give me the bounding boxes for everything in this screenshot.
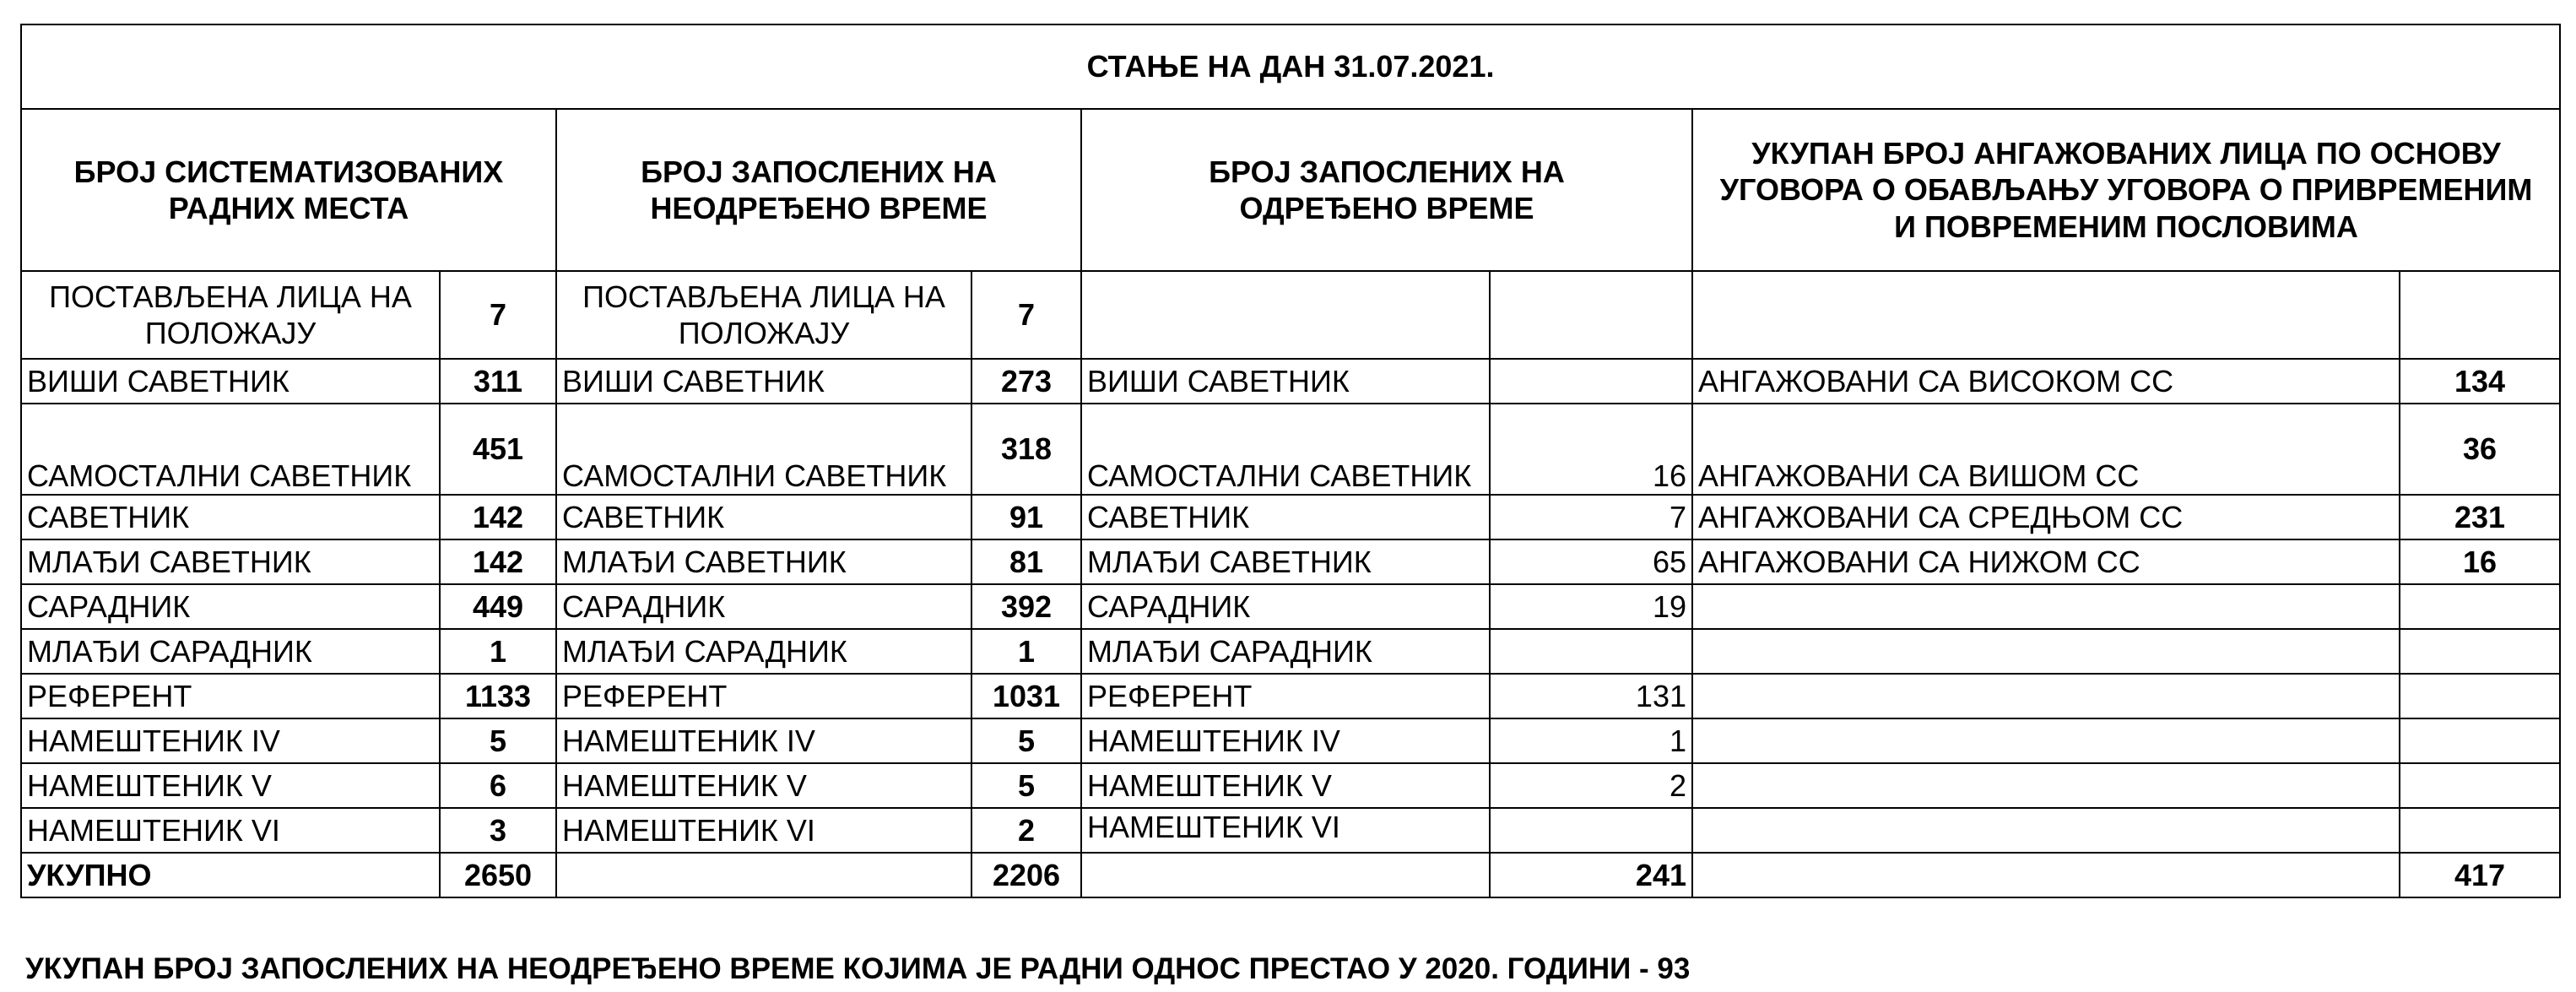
row-label: АНГАЖОВАНИ СА НИЖОМ СС <box>1692 539 2400 584</box>
row-label: НАМЕШТЕНИК V <box>1081 763 1490 808</box>
row-value: 2 <box>1490 763 1692 808</box>
table-row <box>21 718 2560 763</box>
row-value: 19 <box>1490 584 1692 629</box>
row-value: 273 <box>971 359 1081 404</box>
row-value <box>2400 674 2560 718</box>
table-row <box>21 763 2560 808</box>
row-label: НАМЕШТЕНИК VI <box>556 808 971 853</box>
table-row <box>21 539 2560 584</box>
row-label: САВЕТНИК <box>1081 495 1490 539</box>
row-label <box>1692 674 2400 718</box>
row-label <box>1692 584 2400 629</box>
subheader-label-1: ПОСТАВЉЕНА ЛИЦА НА ПОЛОЖАЈУ <box>21 271 440 359</box>
total-row <box>21 853 2560 897</box>
total-empty-cell <box>1692 853 2400 897</box>
table-title: СТАЊЕ НА ДАН 31.07.2021. <box>21 24 2560 109</box>
subheader-value-1: 7 <box>440 271 556 359</box>
table-row <box>21 404 2560 495</box>
row-label: ВИШИ САВЕТНИК <box>21 359 440 404</box>
row-label: МЛАЂИ САВЕТНИК <box>556 539 971 584</box>
row-label <box>1692 629 2400 674</box>
header-fixed-term-employees: БРОЈ ЗАПОСЛЕНИХ НА ОДРЕЂЕНО ВРЕМЕ <box>1081 109 1692 271</box>
total-empty-cell <box>1081 853 1490 897</box>
table-row <box>21 495 2560 539</box>
table-row <box>21 359 2560 404</box>
row-label: САМОСТАЛНИ САВЕТНИК <box>1081 404 1490 495</box>
row-value: 36 <box>2400 404 2560 495</box>
total-empty-cell <box>556 853 971 897</box>
total-value-permanent: 2206 <box>971 853 1081 897</box>
row-label: МЛАЂИ САВЕТНИК <box>21 539 440 584</box>
row-value <box>2400 629 2560 674</box>
row-label: НАМЕШТЕНИК IV <box>556 718 971 763</box>
table-row <box>21 808 2560 853</box>
subheader-label-2: ПОСТАВЉЕНА ЛИЦА НА ПОЛОЖАЈУ <box>556 271 971 359</box>
row-label: САВЕТНИК <box>21 495 440 539</box>
row-label: САВЕТНИК <box>556 495 971 539</box>
row-label: АНГАЖОВАНИ СА СРЕДЊОМ СС <box>1692 495 2400 539</box>
row-value: 5 <box>971 763 1081 808</box>
row-value <box>2400 808 2560 853</box>
row-value: 1 <box>1490 718 1692 763</box>
row-value: 1133 <box>440 674 556 718</box>
row-value: 134 <box>2400 359 2560 404</box>
row-label: РЕФЕРЕНТ <box>1081 674 1490 718</box>
row-value: 1 <box>971 629 1081 674</box>
row-label: МЛАЂИ САРАДНИК <box>556 629 971 674</box>
row-value: 311 <box>440 359 556 404</box>
total-value-fixed-term: 241 <box>1490 853 1692 897</box>
row-label <box>1692 718 2400 763</box>
row-value <box>1490 629 1692 674</box>
subheader-value-3 <box>1490 271 1692 359</box>
row-value: 231 <box>2400 495 2560 539</box>
row-label <box>1692 763 2400 808</box>
row-value: 81 <box>971 539 1081 584</box>
row-label: НАМЕШТЕНИК V <box>556 763 971 808</box>
row-value: 6 <box>440 763 556 808</box>
row-value: 16 <box>2400 539 2560 584</box>
row-value: 1031 <box>971 674 1081 718</box>
table-row <box>21 584 2560 629</box>
row-label: САРАДНИК <box>21 584 440 629</box>
row-label: МЛАЂИ САРАДНИК <box>1081 629 1490 674</box>
row-value: 5 <box>440 718 556 763</box>
row-value: 449 <box>440 584 556 629</box>
row-value <box>1490 359 1692 404</box>
footnote: УКУПАН БРОЈ ЗАПОСЛЕНИХ НА НЕОДРЕЂЕНО ВРЕМЕ КОЈИМА ЈЕ РАДНИ ОДНОС ПРЕСТАО У 2020. ГОДИНИ - 93 <box>25 952 1691 985</box>
row-label: МЛАЂИ САРАДНИК <box>21 629 440 674</box>
row-value: 2 <box>971 808 1081 853</box>
row-value: 65 <box>1490 539 1692 584</box>
subheader-value-2: 7 <box>971 271 1081 359</box>
row-value: 131 <box>1490 674 1692 718</box>
row-label: САМОСТАЛНИ САВЕТНИК <box>21 404 440 495</box>
row-label: НАМЕШТЕНИК VI <box>21 808 440 853</box>
row-label: НАМЕШТЕНИК IV <box>1081 718 1490 763</box>
row-label: РЕФЕРЕНТ <box>21 674 440 718</box>
row-label: МЛАЂИ САВЕТНИК <box>1081 539 1490 584</box>
header-temporary-contracts: УКУПАН БРОЈ АНГАЖОВАНИХ ЛИЦА ПО ОСНОВУ УГОВОРА О ОБАВЉАЊУ УГОВОРА О ПРИВРЕМЕНИМ И ПОВРЕМЕНИМ ПОСЛОВИМА <box>1692 109 2560 271</box>
row-label: НАМЕШТЕНИК VI <box>1081 808 1490 853</box>
header-systematized-positions: БРОЈ СИСТЕМАТИЗОВАНИХ РАДНИХ МЕСТА <box>21 109 556 271</box>
row-label: САРАДНИК <box>556 584 971 629</box>
row-value: 16 <box>1490 404 1692 495</box>
row-value: 451 <box>440 404 556 495</box>
subheader-label-4 <box>1692 271 2400 359</box>
total-value-systematized: 2650 <box>440 853 556 897</box>
row-value: 1 <box>440 629 556 674</box>
row-value: 3 <box>440 808 556 853</box>
row-value: 5 <box>971 718 1081 763</box>
subheader-value-4 <box>2400 271 2560 359</box>
subheader-label-3 <box>1081 271 1490 359</box>
row-value: 7 <box>1490 495 1692 539</box>
total-value-temporary: 417 <box>2400 853 2560 897</box>
row-label: РЕФЕРЕНТ <box>556 674 971 718</box>
row-value: 142 <box>440 539 556 584</box>
row-label: САРАДНИК <box>1081 584 1490 629</box>
row-value: 318 <box>971 404 1081 495</box>
row-label: ВИШИ САВЕТНИК <box>556 359 971 404</box>
header-permanent-employees: БРОЈ ЗАПОСЛЕНИХ НА НЕОДРЕЂЕНО ВРЕМЕ <box>556 109 1081 271</box>
row-label: НАМЕШТЕНИК V <box>21 763 440 808</box>
row-value: 91 <box>971 495 1081 539</box>
total-label: УКУПНО <box>21 853 440 897</box>
staffing-table <box>20 24 2561 898</box>
row-value: 142 <box>440 495 556 539</box>
table-row <box>21 629 2560 674</box>
row-value <box>2400 718 2560 763</box>
row-label: АНГАЖОВАНИ СА ВИСОКОМ СС <box>1692 359 2400 404</box>
row-label: НАМЕШТЕНИК IV <box>21 718 440 763</box>
row-label: ВИШИ САВЕТНИК <box>1081 359 1490 404</box>
row-label: АНГАЖОВАНИ СА ВИШОМ СС <box>1692 404 2400 495</box>
row-label: САМОСТАЛНИ САВЕТНИК <box>556 404 971 495</box>
row-value <box>2400 763 2560 808</box>
row-label <box>1692 808 2400 853</box>
table-row <box>21 674 2560 718</box>
row-value: 392 <box>971 584 1081 629</box>
row-value <box>2400 584 2560 629</box>
row-value <box>1490 808 1692 853</box>
